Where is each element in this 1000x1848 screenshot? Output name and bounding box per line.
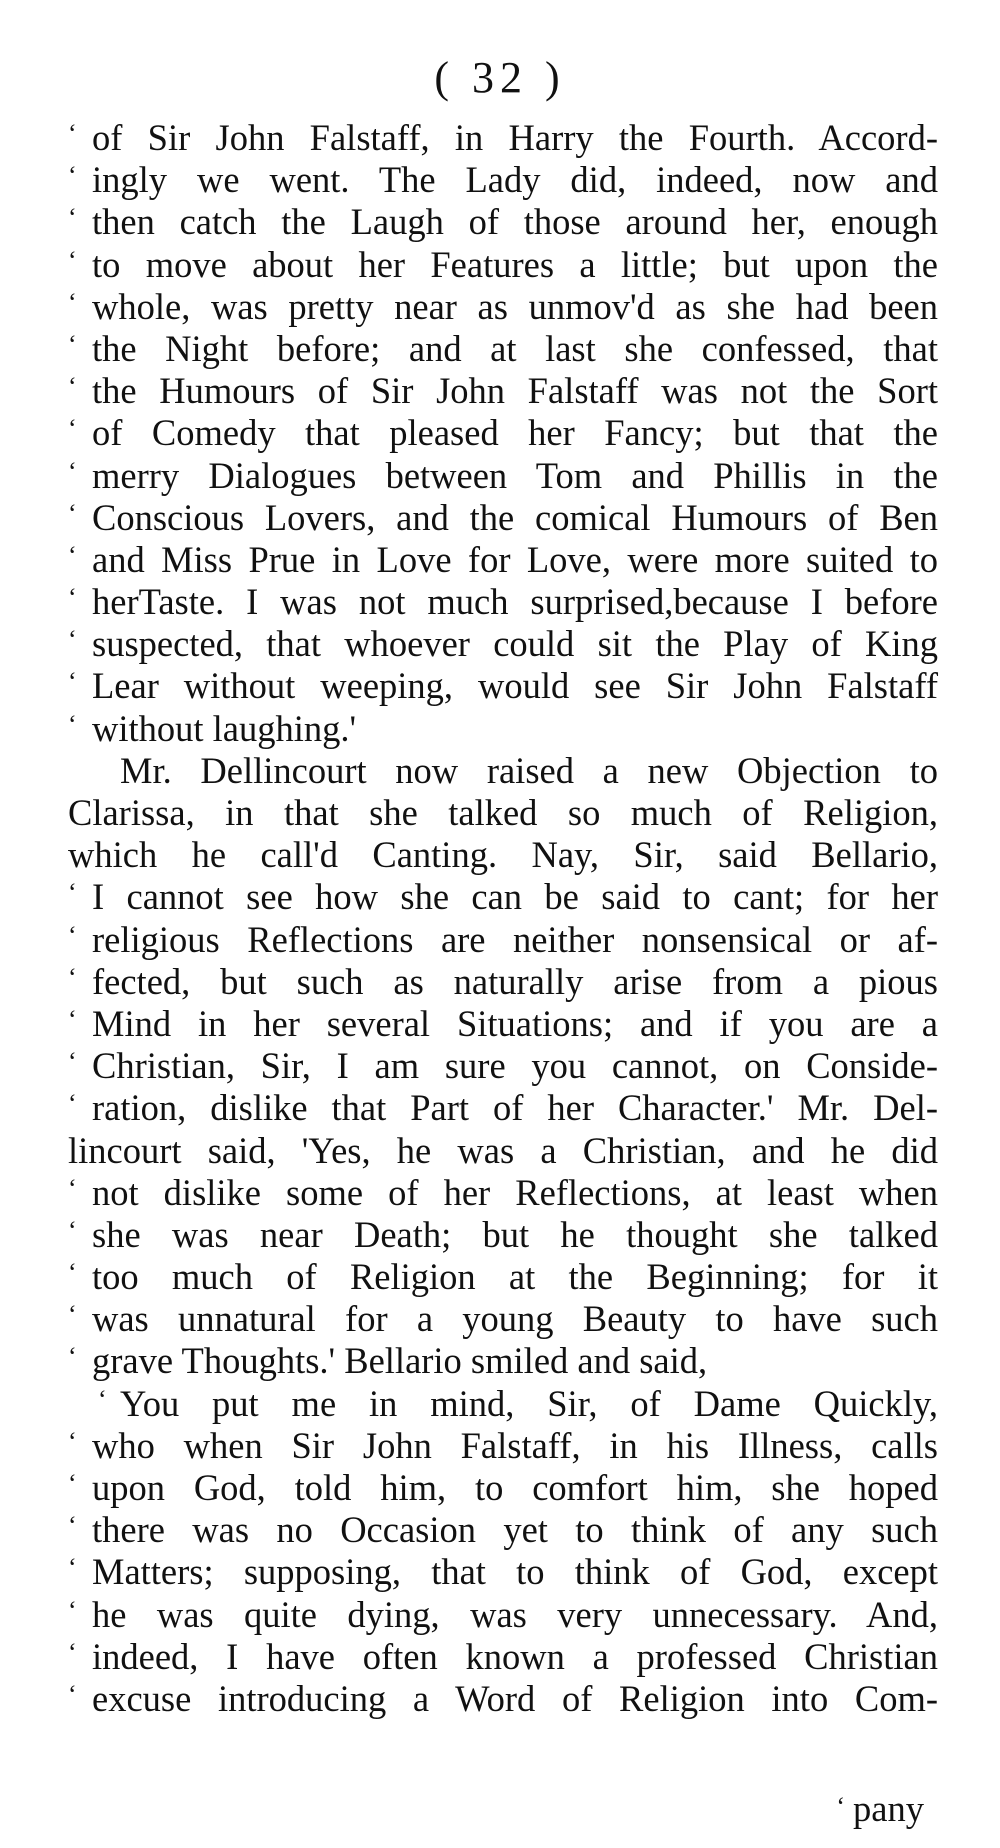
text-line: ‘ whole, was pretty near as unmov'd as she had been bbox=[68, 286, 938, 328]
text-line: ‘ ingly we went. The Lady did, indeed, now and bbox=[68, 159, 938, 201]
text-line: ‘ the Night before; and at last she confessed, that bbox=[68, 328, 938, 370]
text-line: ‘ I cannot see how she can be said to cant; for her bbox=[68, 876, 938, 918]
text-line: ‘ herTaste. I was not much surprised,because I before bbox=[68, 581, 938, 623]
text-line: ‘ upon God, told him, to comfort him, she hoped bbox=[68, 1467, 938, 1509]
text-line: ‘ ration, dislike that Part of her Character.' Mr. Del- bbox=[68, 1087, 938, 1129]
text-line: ‘ of Sir John Falstaff, in Harry the Fourth. Accord- bbox=[68, 117, 938, 159]
text-line: lincourt said, 'Yes, he was a Christian, and he did bbox=[68, 1129, 938, 1171]
text-line: ‘ grave Thoughts.' Bellario smiled and said, bbox=[68, 1340, 938, 1382]
text-line: ‘ there was no Occasion yet to think of any such bbox=[68, 1509, 938, 1551]
text-line: ‘ religious Reflections are neither nonsensical or af- bbox=[68, 919, 938, 961]
text-line: ‘ merry Dialogues between Tom and Phillis in the bbox=[68, 455, 938, 497]
text-line: ‘ You put me in mind, Sir, of Dame Quickly, bbox=[68, 1383, 938, 1425]
text-line: ‘ and Miss Prue in Love for Love, were more suited to bbox=[68, 539, 938, 581]
text-line: ‘ then catch the Laugh of those around her, enough bbox=[68, 201, 938, 243]
text-line: Clarissa, in that she talked so much of Religion, bbox=[68, 792, 938, 833]
text-line: ‘ Mind in her several Situations; and if you are a bbox=[68, 1003, 938, 1045]
text-line: ‘ she was near Death; but he thought she talked bbox=[68, 1214, 938, 1256]
text-line: ‘ who when Sir John Falstaff, in his Illness, calls bbox=[68, 1425, 938, 1467]
text-line: ‘ excuse introducing a Word of Religion into Com- bbox=[68, 1678, 938, 1720]
text-line: ‘ to move about her Features a little; but upon the bbox=[68, 244, 938, 286]
text-line: ‘ of Comedy that pleased her Fancy; but that the bbox=[68, 412, 938, 454]
text-line: ‘ indeed, I have often known a professed Christian bbox=[68, 1636, 938, 1678]
text-line: ‘ not dislike some of her Reflections, at least when bbox=[68, 1172, 938, 1214]
text-line: ‘ Matters; supposing, that to think of God, except bbox=[68, 1551, 938, 1593]
text-line: which he call'd Canting. Nay, Sir, said Bellario, bbox=[68, 834, 938, 876]
text-line: ‘ fected, but such as naturally arise from a pious bbox=[68, 961, 938, 1003]
text-line: ‘ was unnatural for a young Beauty to have such bbox=[68, 1298, 938, 1340]
text-line: ‘ suspected, that whoever could sit the Play of King bbox=[68, 623, 938, 665]
text-line: ‘ Lear without weeping, would see Sir John Falstaff bbox=[68, 665, 938, 707]
page-number: ( 32 ) bbox=[434, 53, 566, 102]
text-line: ‘ Conscious Lovers, and the comical Humours of Ben bbox=[68, 497, 938, 539]
text-line: ‘ he was quite dying, was very unnecessary. And, bbox=[68, 1594, 938, 1636]
text-line: ‘ too much of Religion at the Beginning; for it bbox=[68, 1256, 938, 1298]
text-line: ‘ the Humours of Sir John Falstaff was not the Sort bbox=[68, 370, 938, 412]
catchword: ‘ pany bbox=[836, 1786, 924, 1830]
text-line: ‘ without laughing.' bbox=[68, 708, 938, 750]
body-text bbox=[68, 117, 938, 1720]
text-line: ‘ Christian, Sir, I am sure you cannot, on Conside- bbox=[68, 1045, 938, 1087]
text-line: Mr. Dellincourt now raised a new Objection to bbox=[120, 749, 938, 791]
